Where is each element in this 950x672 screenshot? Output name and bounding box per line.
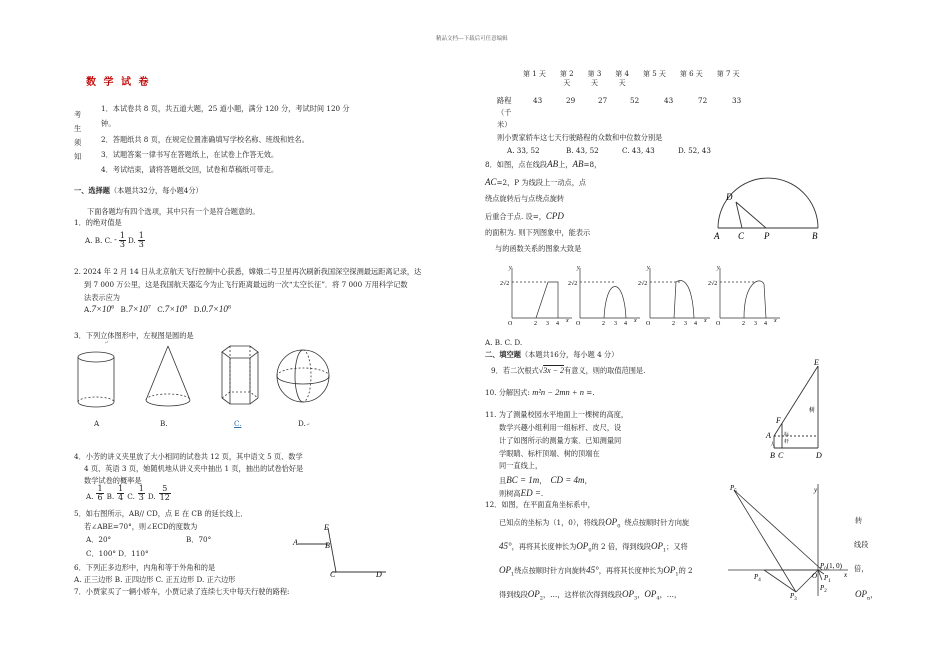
q8-line-5: 的面积为. 则下列图象中，能表示	[485, 228, 591, 237]
sphere-figure	[277, 350, 329, 402]
q7-stem: 7．小贾家买了一辆小轿车，小贾记录了连续七天中每天行驶的路程:	[74, 587, 290, 596]
cylinder-figure	[78, 352, 114, 407]
svg-text:4: 4	[556, 321, 559, 327]
svg-text:x: x	[634, 318, 637, 324]
svg-text:D: D	[376, 570, 382, 578]
page-title: 数 学 试 卷	[86, 77, 151, 88]
graph-option-b	[568, 265, 640, 327]
q5-option-a: A．20°	[86, 535, 112, 544]
svg-text:2√2: 2√2	[708, 281, 718, 287]
q12-line-2: 已知点的坐标为（1，0），将线段$OP_0$ 绕点按顺时针方向旋	[499, 517, 690, 530]
q5-parallel-lines-figure	[290, 520, 390, 578]
q7-value-3: 27	[598, 96, 608, 105]
svg-text:人: 人	[770, 443, 776, 448]
q6-stem: 6．下列正多边形中，内角和等于外角和的是	[74, 563, 216, 572]
q12-line-5-end: $OP_n$，	[855, 589, 878, 602]
graph-option-a	[500, 265, 572, 327]
page-header: 精品文档---下载后可任意编辑	[436, 36, 508, 42]
q7-value-6: 72	[698, 96, 708, 105]
q7-row-label: 路程	[497, 96, 512, 105]
q8-line-4: 后重合于点. 设=，CPD	[485, 211, 564, 221]
svg-text:3: 3	[684, 321, 687, 327]
svg-text:4: 4	[764, 321, 767, 327]
svg-text:A: A	[293, 538, 298, 547]
q8-semicircle-figure	[710, 170, 828, 242]
q2-options: $A.7\times 10^6$ $B.7\times 10^7$ $C.7\times 10^8$ $D.0.7\times 10^8$	[84, 304, 232, 314]
svg-text:O: O	[812, 572, 818, 580]
q11-tree-measure-figure	[760, 356, 830, 464]
q2-line-1: 2. 2024 年 2 月 14 日从北京航天飞行控制中心获悉，嫦娥二号卫星再次刷新我国深空探测最远距离记录，达	[74, 267, 422, 276]
q5-line-1: 5．如右图所示，AB// CD，点 E 在 CB 的延长线上．	[74, 509, 248, 518]
svg-text:4: 4	[694, 321, 697, 327]
q11-line-2: 数学兴趣小组利用一组标杆、皮尺，设	[499, 423, 622, 432]
q11-line-6: 且BC = 1m， CD = 4m，	[499, 475, 592, 485]
svg-text:P: P	[764, 231, 770, 241]
q9-stem: 9．若二次根式√3x − 2有意义，则的取值范围是.	[491, 366, 646, 375]
q7-row-label-3: 米）	[497, 120, 512, 129]
q3-option-d: D.↵	[298, 419, 310, 428]
svg-text:E: E	[814, 358, 819, 367]
svg-text:C: C	[330, 570, 336, 578]
svg-text:A: A	[766, 431, 771, 440]
svg-text:y: y	[577, 265, 580, 271]
svg-text:x: x	[844, 571, 848, 579]
svg-text:E: E	[324, 523, 329, 532]
notice-item-4: 4．考试结束，请将答题纸交回，试卷和草稿纸可带走。	[101, 165, 279, 174]
q7-option-b: B. 43, 52	[566, 146, 599, 155]
q11-line-4: 学眼睛、标杆顶端、树的顶端在	[499, 449, 600, 458]
q7-value-4: 52	[630, 96, 640, 105]
svg-text:2: 2	[602, 321, 605, 327]
q7-distance-table	[516, 70, 747, 89]
svg-text:2√2: 2√2	[638, 281, 648, 287]
q2-line-3: 法表示应为	[84, 293, 120, 302]
svg-text:B: B	[770, 451, 775, 460]
q8-line-6: 与的函数关系的图象大致是	[495, 244, 582, 253]
q7-question: 则小贾家轿车这七天行驶路程的众数和中位数分别是	[497, 133, 663, 142]
svg-text:杆: 杆	[784, 440, 790, 445]
q5-option-b: B．70°	[186, 535, 212, 544]
q3-solids-figure	[72, 344, 332, 416]
notice-item-1: 1．本试卷共 8 页，共五道大题，25 道小题，满分 120 分，考试时间 120 分	[101, 104, 350, 113]
q3-option-c: C.	[234, 419, 242, 428]
svg-text:O: O	[508, 321, 513, 327]
q12-line-1: 12．如图，在平面直角坐标系中，	[485, 500, 595, 509]
notice-side-label: 考 生 须 知	[74, 110, 82, 161]
cone-figure	[146, 346, 190, 406]
section-fill-heading: 二、填空题（本题共16分，每小题 4 分）	[485, 350, 619, 359]
q7-table	[516, 70, 747, 89]
svg-text:P3: $P_3$	[790, 592, 797, 602]
graph-option-d	[708, 265, 780, 327]
q7-value-5: 43	[664, 96, 674, 105]
svg-text:C: C	[778, 451, 784, 460]
q2-line-2: 到 7 000 万公里，这是我国航天器迄今为止飞行距离最远的一次“太空长征”．将 7 000 万用科学记数	[84, 280, 408, 289]
q1-fraction-a: $\frac{1}{3}$	[119, 231, 125, 249]
svg-text:D: D	[726, 192, 733, 202]
q11-line-5: 同一直线上，	[499, 461, 543, 470]
q8-option-graphs	[500, 262, 786, 328]
q8-line-3: 绕点旋转后与点绕点旋转	[485, 194, 565, 203]
notice-item-2: 2．答题纸共 8 页，在规定位置准确填写学校名称、班级和姓名。	[101, 135, 309, 144]
q8-line-2: AC=2，P 为线段上一动点，点	[485, 177, 587, 187]
svg-text:x: x	[704, 318, 707, 324]
svg-text:P0(1, 0): $P_0(1$, 0)	[820, 562, 842, 572]
svg-text:2: 2	[742, 321, 745, 327]
svg-text:P5: $P_5$	[730, 484, 737, 494]
svg-text:3: 3	[614, 321, 617, 327]
section-choice-heading: 一、选择题（本题共32分，每小题4分）	[74, 186, 203, 195]
q12-line-3: 45°，再将其长度伸长为$OP_0$的 2 倍，得到线段$OP_1$；又将	[499, 541, 688, 554]
svg-text:B: B	[812, 231, 818, 241]
q11-line-7: 则树高ED =.	[499, 488, 544, 498]
svg-text:P2: $P_2$	[820, 584, 827, 594]
q10-stem: 10. 分解因式: m²n − 2mn + n =.	[485, 387, 595, 397]
q3-stem: 3．下列立体图形中，左视图是圆的是	[74, 331, 194, 340]
table-row: 第 1 天 第 2 第 3 第 4 第 5 天 第 6 天 第 7 天	[523, 70, 740, 78]
q7-value-1: 43	[533, 96, 543, 105]
svg-text:O: O	[576, 321, 581, 327]
notice-item-3: 3．试题答案一律书写在答题纸上，在试卷上作答无效。	[101, 150, 279, 159]
svg-text:P1: $P_1$	[824, 574, 831, 584]
q4-line-1: 4．小芳的讲义夹里放了大小相同的试卷共 12 页，其中语文 5 页、数学	[74, 452, 303, 461]
q6-options: A. 正三边形 B. 正四边形 C. 正五边形 D. 正六边形	[74, 575, 236, 584]
section-choice-intro: 下面各题均有四个选项，其中只有一个是符合题意的。	[87, 207, 260, 216]
q8-line-1: 8．如图，点在线段AB上，AB=8，	[485, 159, 602, 169]
hexagonal-prism-figure	[222, 346, 258, 404]
q12-line-3-end: 线段	[854, 540, 869, 549]
q4-line-3: 数学试卷的概率是	[84, 476, 142, 485]
svg-text:2√2: 2√2	[500, 281, 510, 287]
q7-value-2: 29	[566, 96, 576, 105]
q5-option-cd: C．100° D．110°	[86, 549, 149, 558]
q4-options: A. $\frac{1}{6}$ B. $\frac{1}{4}$ C. $\frac{1}{3}$ D. $\frac{5}{12}$	[86, 484, 170, 502]
q8-options: A. B. C. D.	[485, 338, 523, 347]
svg-text:y: y	[814, 486, 818, 494]
q1-stem: 1．的绝对值是	[74, 218, 122, 227]
svg-text:O: O	[716, 321, 721, 327]
q11-line-1: 11. 为了测量校园水平地面上一棵树的高度，	[485, 410, 629, 419]
q4-line-2: 4 页、英语 3 页，她随机地从讲义夹中抽出 1 页，抽出的试卷恰好是	[84, 464, 304, 473]
svg-text:B: B	[325, 541, 330, 550]
svg-text:标: 标	[784, 433, 790, 438]
q12-line-2-end: 转	[855, 516, 863, 525]
svg-text:x: x	[566, 318, 569, 324]
table-row: 天 天 天	[563, 79, 626, 88]
q12-line-4-end: 倍，	[854, 564, 869, 573]
q11-line-3: 计了如图所示的测量方案．已知测量同	[499, 436, 622, 445]
q12-coordinate-spiral-figure	[724, 478, 852, 602]
q12-line-5: 得到线段$OP_2$，…，这样依次得到线段$OP_3$，$OP_4$，…，	[499, 589, 682, 602]
q1-options: A. B. C. - $\frac{1}{3}$ D. $\frac{1}{3}$	[85, 231, 144, 249]
svg-text:树: 树	[809, 408, 816, 414]
svg-text:F: F	[776, 416, 781, 425]
notice-item-1b: 钟。	[101, 119, 116, 128]
svg-text:C: C	[738, 231, 745, 241]
q3-option-a: A	[94, 419, 100, 428]
q7-option-a: A. 33, 52	[507, 146, 540, 155]
q7-option-c: C. 43, 43	[622, 146, 655, 155]
q7-option-d: D. 52, 43	[678, 146, 711, 155]
svg-text:y: y	[647, 265, 650, 271]
q12-line-4: $OP_1$绕点按顺时针方向旋转45°，再将其长度伸长为$OP_1$的 2	[499, 565, 693, 578]
svg-text:3: 3	[546, 321, 549, 327]
svg-text:P4: $P_4$	[754, 573, 761, 583]
svg-text:O: O	[646, 321, 651, 327]
svg-text:3: 3	[754, 321, 757, 327]
svg-text:y: y	[509, 265, 512, 271]
svg-text:2√2: 2√2	[568, 281, 578, 287]
q3-option-b: B.	[160, 419, 168, 428]
graph-option-c	[638, 265, 710, 327]
svg-text:x: x	[774, 318, 777, 324]
svg-text:2: 2	[672, 321, 675, 327]
q1-fraction-b: $\frac{1}{3}$	[138, 231, 144, 249]
svg-text:y: y	[717, 265, 720, 271]
q7-row-label-2: （千	[497, 108, 512, 117]
q7-value-7: 33	[732, 96, 742, 105]
svg-text:4: 4	[624, 321, 627, 327]
q5-line-2: 若∠ABE=70°，则∠ECD的度数为	[84, 522, 198, 531]
svg-text:2: 2	[534, 321, 537, 327]
svg-text:A: A	[714, 231, 720, 241]
svg-text:D: D	[816, 451, 822, 460]
